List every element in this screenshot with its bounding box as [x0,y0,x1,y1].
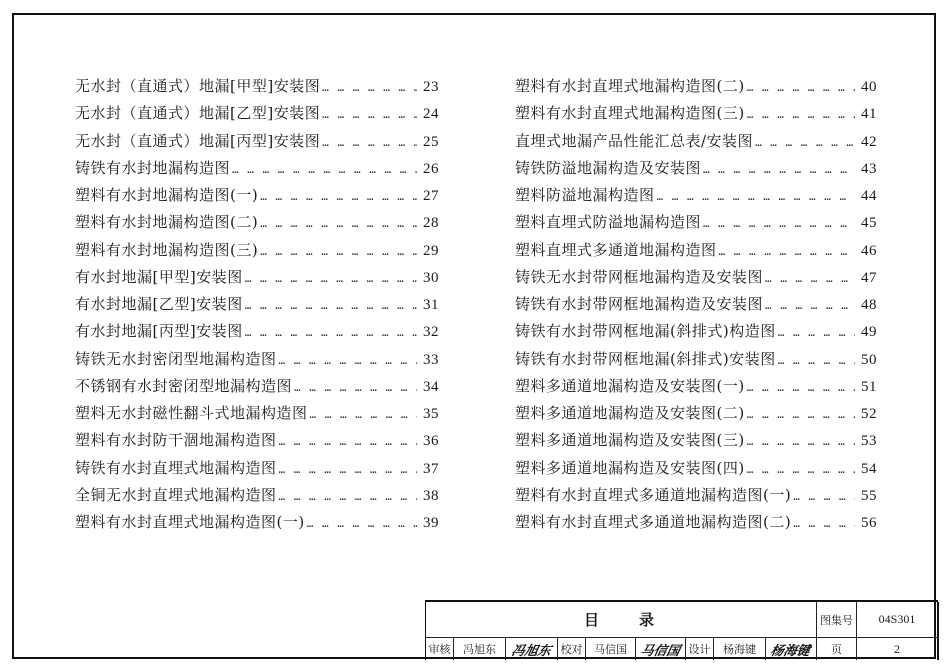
toc-entry[interactable] [515,211,877,238]
dot-leader [279,431,417,453]
toc-entry[interactable] [75,484,439,511]
toc-entry[interactable] [75,511,439,538]
review-label: 审核 [426,638,454,660]
toc-entry-title: 无水封（直通式）地漏[甲型]安装图 [75,77,321,95]
toc-entry-title: 塑料有水封地漏构造图(二) [75,213,259,232]
dot-leader [747,404,855,426]
review-name: 冯旭东 [454,638,506,660]
toc-entry-title: 塑料多通道地漏构造及安装图(一) [515,376,745,395]
toc-entry-title: 不锈钢有水封密闭型地漏构造图 [75,376,293,395]
dot-leader [778,350,855,372]
dot-leader [279,486,417,508]
page-label: 页 [817,638,857,660]
dot-leader [719,241,855,263]
toc-entry-title: 塑料多通道地漏构造及安装图(四) [515,458,745,477]
dot-leader [232,159,417,181]
toc-entry-page: 48 [861,297,877,313]
toc-entry-title: 铸铁有水封直埋式地漏构造图 [75,458,277,477]
toc-entry-page: 30 [423,269,439,286]
design-label: 设计 [686,638,714,660]
dot-leader [260,241,417,263]
toc-entry-page: 51 [861,378,877,395]
toc-entry-page: 35 [423,406,439,422]
toc-entry-page: 33 [423,351,439,368]
toc-entry-title: 铸铁防溢地漏构造及安装图 [515,158,702,177]
toc-entry-title: 塑料防溢地漏构造图 [515,186,655,204]
dot-leader [793,486,855,508]
toc-right-column [515,75,877,538]
toc-entry[interactable] [75,348,439,375]
dot-leader [747,431,855,453]
toc-entry[interactable] [515,429,877,456]
dot-leader [747,377,855,399]
toc-entry-page: 49 [861,324,877,341]
toc-entry[interactable] [515,402,877,429]
toc-entry-title: 铸铁有水封带网框地漏(斜排式)构造图 [515,322,776,341]
toc-entry[interactable] [515,457,877,484]
toc-entry-page: 38 [423,487,439,504]
toc-entry-page: 32 [423,324,439,341]
toc-entry-title: 铸铁无水封密闭型地漏构造图 [75,349,277,368]
toc-entry-page: 53 [861,433,877,450]
toc-entry[interactable] [75,457,439,484]
toc-entry[interactable] [515,320,877,347]
toc-entry-title: 塑料有水封地漏构造图(三) [75,240,259,259]
review-signature: 冯旭东 [506,638,558,660]
toc-entry-title: 塑料无水封磁性翻斗式地漏构造图 [75,404,308,422]
toc-entry-title: 塑料直埋式多通道地漏构造图 [515,240,717,259]
toc-entry-title: 无水封（直通式）地漏[丙型]安装图 [75,131,321,150]
toc-left-column [75,75,439,538]
toc-entry-title: 有水封地漏[乙型]安装图 [75,295,243,313]
dot-leader [260,186,417,208]
toc-entry[interactable] [75,402,439,429]
toc-entry[interactable] [515,102,877,129]
dot-leader [747,77,855,99]
toc-entry[interactable] [75,375,439,402]
toc-entry-page: 29 [423,242,439,259]
toc-entry-title: 全铜无水封直埋式地漏构造图 [75,485,277,504]
dot-leader [322,132,417,154]
dot-leader [657,186,855,208]
toc-entry-title: 塑料有水封直埋式地漏构造图(一) [75,513,305,531]
dot-leader [765,268,855,290]
toc-entry-title: 塑料多通道地漏构造及安装图(三) [515,431,745,450]
toc-entry-page: 41 [861,106,877,123]
toc-entry-page: 47 [861,269,877,286]
dot-leader [260,213,417,235]
toc-entry[interactable] [515,239,877,266]
toc-entry-title: 塑料有水封防干涸地漏构造图 [75,431,277,450]
toc-entry-title: 铸铁有水封地漏构造图 [75,158,231,177]
atlas-number-value: 04S301 [857,602,939,638]
title-block-title: 目录 [426,602,817,638]
dot-leader [778,322,855,344]
toc-entry[interactable] [75,320,439,347]
dot-leader [279,459,417,481]
toc-entry-title: 塑料有水封地漏构造图(一) [75,186,259,204]
toc-entry-page: 24 [423,106,439,123]
proof-label: 校对 [558,638,586,660]
toc-entry[interactable] [515,75,877,102]
toc-entry[interactable] [75,266,439,293]
toc-entry-page: 45 [861,215,877,232]
toc-entry-page: 44 [861,188,877,204]
toc-entry-title: 无水封（直通式）地漏[乙型]安装图 [75,104,321,123]
proof-name: 马信国 [586,638,636,660]
toc-entry-page: 25 [423,133,439,150]
toc-entry-title: 塑料有水封直埋式多通道地漏构造图(二) [515,513,792,531]
toc-entry-page: 37 [423,460,439,477]
toc-entry-title: 直埋式地漏产品性能汇总表/安装图 [515,131,754,150]
toc-entry[interactable] [75,75,439,102]
dot-leader [703,159,855,181]
dot-leader [245,268,417,290]
toc-entry-title: 塑料多通道地漏构造及安装图(二) [515,404,745,422]
dot-leader [747,104,855,126]
toc-entry[interactable] [75,211,439,238]
dot-leader [307,513,417,535]
toc-entry[interactable] [75,239,439,266]
toc-entry[interactable] [515,511,877,538]
toc-entry[interactable] [515,293,877,320]
toc-entry-title: 铸铁有水封带网框地漏构造及安装图 [515,295,764,313]
toc-entry-page: 28 [423,215,439,232]
toc-entry-title: 有水封地漏[甲型]安装图 [75,267,243,286]
dot-leader [322,104,417,126]
toc-entry[interactable] [515,348,877,375]
toc-entry[interactable] [515,130,877,157]
toc-entry-title: 塑料直埋式防溢地漏构造图 [515,213,702,232]
atlas-number-label: 图集号 [817,602,857,638]
dot-leader [765,295,855,317]
toc-entry[interactable] [515,184,877,211]
toc-entry-title: 铸铁有水封带网框地漏(斜排式)安装图 [515,349,776,368]
toc-entry-page: 36 [423,433,439,450]
toc-entry-page: 31 [423,297,439,313]
toc-entry-page: 27 [423,188,439,204]
dot-leader [322,77,417,99]
dot-leader [755,132,855,154]
toc-entry-page: 50 [861,351,877,368]
dot-leader [245,322,417,344]
toc-entry[interactable] [75,293,439,320]
toc-entry-page: 34 [423,378,439,395]
page-value: 2 [857,638,939,660]
toc-entry[interactable] [515,266,877,293]
toc-entry-page: 43 [861,160,877,177]
dot-leader [793,513,855,535]
toc-entry-page: 40 [861,79,877,95]
design-signature: 杨海键 [766,638,817,660]
title-block [425,600,938,660]
toc-entry-title: 铸铁无水封带网框地漏构造及安装图 [515,267,764,286]
dot-leader [703,213,855,235]
toc-entry-title: 有水封地漏[丙型]安装图 [75,322,243,341]
toc-entry[interactable] [515,157,877,184]
toc-entry-page: 42 [861,133,877,150]
toc-entry[interactable] [75,130,439,157]
dot-leader [279,350,417,372]
proof-signature: 马信国 [636,638,686,660]
toc-entry[interactable] [75,184,439,211]
toc-entry-page: 39 [423,515,439,531]
toc-entry[interactable] [515,484,877,511]
toc-entry-title: 塑料有水封直埋式地漏构造图(二) [515,77,745,95]
dot-leader [310,404,417,426]
toc-entry[interactable] [75,429,439,456]
dot-leader [245,295,417,317]
toc-entry-title: 塑料有水封直埋式多通道地漏构造图(一) [515,485,792,504]
toc-entry-page: 46 [861,242,877,259]
toc-entry-page: 52 [861,406,877,422]
toc-entry-page: 54 [861,460,877,477]
toc-entry-page: 26 [423,160,439,177]
toc-entry[interactable] [75,102,439,129]
design-name: 杨海键 [714,638,766,660]
toc-entry-page: 23 [423,79,439,95]
toc-entry-title: 塑料有水封直埋式地漏构造图(三) [515,104,745,123]
dot-leader [294,377,417,399]
toc-entry[interactable] [515,375,877,402]
toc-entry-page: 56 [861,515,877,531]
dot-leader [747,459,855,481]
toc-entry[interactable] [75,157,439,184]
toc-entry-page: 55 [861,487,877,504]
